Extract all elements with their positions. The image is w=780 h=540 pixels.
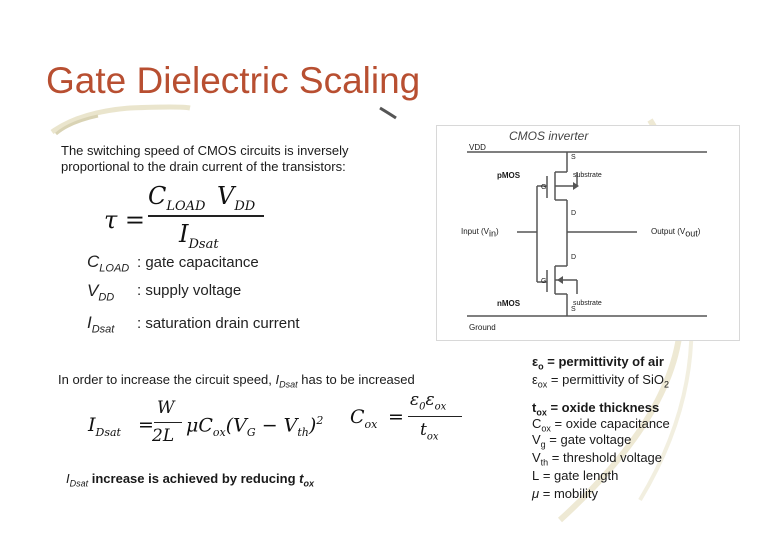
cox-denominator: $t_{ox}$ — [420, 420, 439, 443]
legend-item: L = gate length — [532, 468, 619, 483]
intro-line-1: The switching speed of CMOS circuits is inversely — [61, 143, 349, 158]
def-symbol: $I_{Dsat}$ — [87, 313, 115, 336]
nmos-label: nMOS — [497, 299, 521, 308]
idsat-equals: = — [138, 414, 154, 436]
cox-lhs: $C_{ox}$ — [350, 406, 378, 431]
tau-equation — [104, 182, 274, 254]
nmos-source-label: S — [571, 306, 576, 313]
pmos-gate-label: G — [541, 184, 547, 191]
idsat-fraction-bar — [154, 422, 182, 423]
legend-item: $\varepsilon_o$ = permittivity of air — [532, 354, 664, 372]
pmos-label: pMOS — [497, 171, 521, 180]
tau-numerator-c: $C_{LOAD}$ — [148, 182, 206, 214]
nmos-gate-label: G — [541, 278, 547, 285]
cox-equation — [350, 390, 470, 450]
intro-line-2: proportional to the drain current of the transistors: — [61, 159, 346, 174]
def-text: : supply voltage — [137, 282, 242, 299]
output-label: Output $(V_{out})$ — [651, 227, 701, 239]
idsat-frac-num: W — [157, 398, 175, 418]
legend-item: $V_g$ = gate voltage — [532, 432, 632, 450]
ground-label: Ground — [469, 323, 496, 332]
def-symbol: $C_{LOAD}$ — [87, 252, 130, 275]
vdd-label: VDD — [469, 143, 486, 152]
increase-statement: In order to increase the circuit speed, $I_{Dsat}$ has to be increased — [58, 372, 415, 390]
cox-equals: = — [388, 406, 404, 428]
legend-item: $\varepsilon_{ox}$ = permittivity of SiO$_2$ — [532, 372, 669, 390]
legend-item: $t_{ox}$ = oxide thickness — [532, 400, 660, 418]
tau-numerator-v: $V_{DD}$ — [217, 182, 256, 214]
tau-denominator: $I_{Dsat}$ — [179, 220, 219, 252]
legend-item: $C_{ox}$ = oxide capacitance — [532, 416, 670, 434]
cox-numerator: $\varepsilon_0\varepsilon_{ox}$ — [410, 390, 447, 413]
cmos-inverter-diagram — [436, 125, 740, 341]
def-symbol: $V_{DD}$ — [87, 281, 115, 304]
tau-lhs: τ = — [104, 206, 146, 234]
def-text: : gate capacitance — [137, 254, 259, 271]
legend-item: μ = mobility — [532, 486, 599, 501]
pmos-drain-label: D — [571, 210, 577, 217]
pmos-source-label: S — [571, 154, 576, 161]
substrate-bottom-label: substrate — [573, 300, 602, 307]
idsat-equation — [88, 398, 328, 454]
substrate-top-label: substrate — [573, 172, 602, 179]
conclusion-statement: $I_{Dsat}$ increase is achieved by reducing $t_{ox}$ — [66, 471, 314, 489]
input-label: Input $(V_{in})$ — [461, 227, 499, 239]
idsat-frac-den: 2L — [152, 426, 175, 446]
nmos-drain-label: D — [571, 254, 577, 261]
legend-item: $V_{th}$ = threshold voltage — [532, 450, 663, 468]
circuit-title: CMOS inverter — [509, 129, 589, 143]
idsat-lhs: $I_{Dsat}$ — [88, 414, 121, 439]
fraction-bar — [148, 215, 264, 217]
slide-content — [52, 120, 701, 510]
slide-title: Gate Dielectric Scaling — [46, 60, 421, 101]
cox-fraction-bar — [408, 416, 462, 417]
idsat-rest: $\mu C_{ox}(V_G - V_{th})^2$ — [186, 414, 324, 440]
def-text: : saturation drain current — [137, 315, 300, 332]
